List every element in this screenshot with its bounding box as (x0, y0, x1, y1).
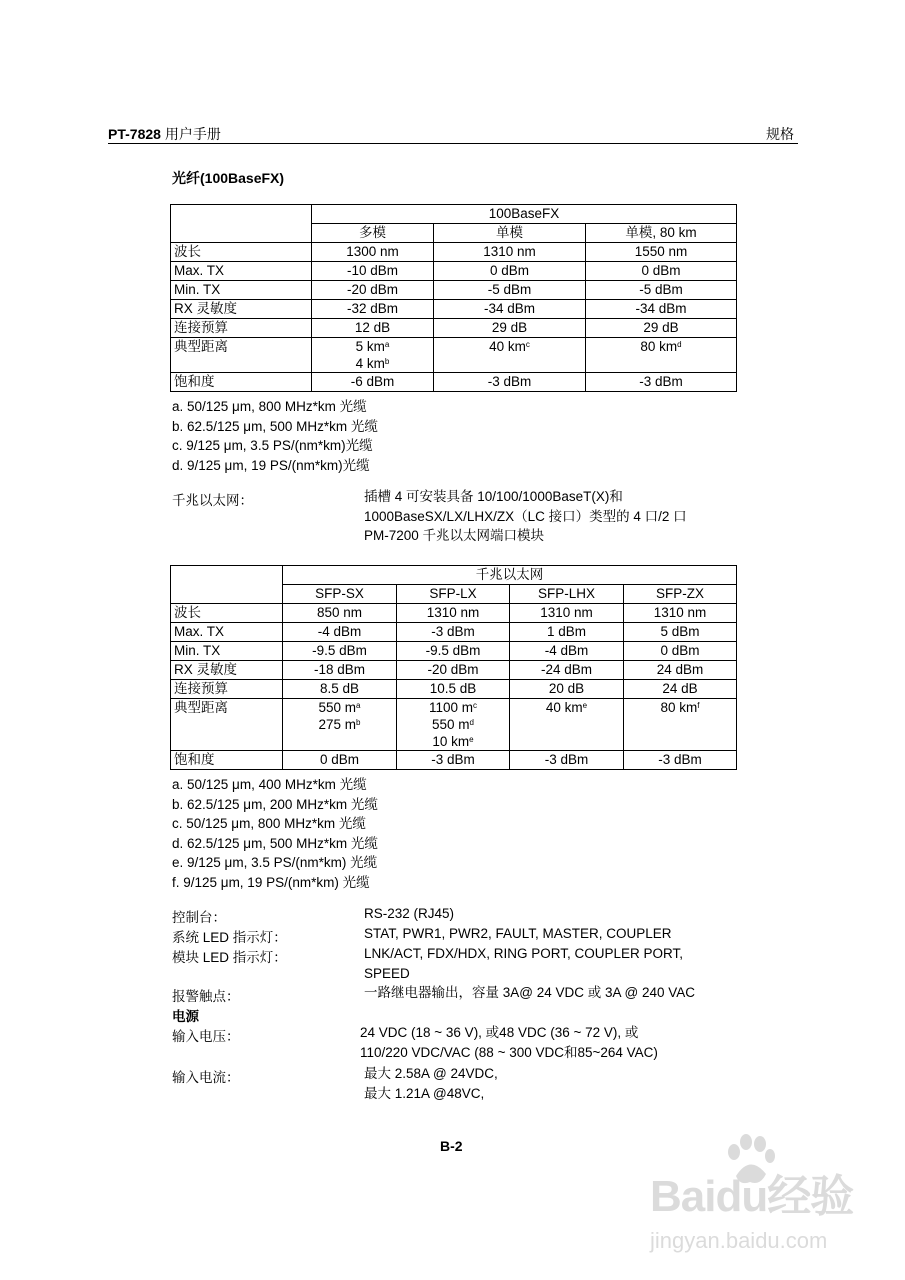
manual-title: 用户手册 (164, 126, 221, 142)
input-current-label: 输入电流： (172, 1070, 240, 1085)
table-row (171, 281, 737, 300)
watermark-url: jingyan.baidu.com (650, 1228, 828, 1253)
table-cell: 24 dB (624, 680, 737, 699)
power-section-title: 电源 (172, 1009, 199, 1024)
distance-value: 1100 $m^c$ (428, 700, 478, 715)
footnote-marker: b (384, 357, 390, 366)
row-label: Max. TX (171, 262, 312, 281)
table-cell: 29 dB (434, 319, 586, 338)
table-cell: 0 dBm (283, 751, 397, 770)
table-row (171, 699, 737, 751)
row-label: 连接预算 (171, 680, 283, 699)
table-row (171, 604, 737, 623)
footnote-marker: b (356, 718, 361, 727)
alarm-contact-value: 一路继电器输出，容量 3A@ 24 VDC 或 3A @ 240 VAC (364, 985, 695, 1000)
table-cell: 0 dBm (624, 642, 737, 661)
footnote: c. 9/125 μm, 3.5 PS/(nm*km)光缆 (172, 438, 373, 453)
row-label: RX 灵敏度 (171, 300, 312, 319)
column-header: SFP-LX (397, 585, 510, 604)
table-cell: -34 dBm (586, 300, 737, 319)
footnote: d. 62.5/125 μm, 500 MHz*km 光缆 (172, 835, 378, 851)
footnote: b. 62.5/125 μm, 200 MHz*km 光缆 (172, 796, 378, 812)
column-header: SFP-SX (283, 585, 397, 604)
product-name: PT-7828 (108, 126, 161, 142)
section-title-cn: 光纤 (172, 170, 200, 186)
system-led-value: STAT, PWR1, PWR2, FAULT, MASTER, COUPLER (364, 926, 672, 941)
row-label: 饱和度 (171, 373, 312, 392)
value-line: 最大 2.58A @ 24VDC, (364, 1066, 498, 1081)
table-group-header: 100BaseFX (312, 205, 737, 224)
table-cell: 8.5 dB (283, 680, 397, 699)
footnote-marker: a (384, 340, 390, 349)
column-header: 多模 (312, 224, 434, 243)
input-voltage-label: 输入电压： (172, 1029, 240, 1044)
row-label: 波长 (171, 243, 312, 262)
table-cell: -32 dBm (312, 300, 434, 319)
table-cell: -9.5 dBm (283, 642, 397, 661)
table-cell: 1 dBm (510, 623, 624, 642)
table-cell: -6 dBm (312, 373, 434, 392)
table-cell (624, 699, 737, 751)
row-label: Max. TX (171, 623, 283, 642)
row-label: 波长 (171, 604, 283, 623)
row-label: RX 灵敏度 (171, 661, 283, 680)
table-row (171, 642, 737, 661)
table-cell: -3 dBm (586, 373, 737, 392)
console-value: RS-232 (RJ45) (364, 906, 455, 921)
running-header-section: 规格 (766, 126, 794, 142)
distance-value: 40 $km^e$ (545, 700, 588, 715)
table-cell: 0 dBm (586, 262, 737, 281)
column-header: SFP-LHX (510, 585, 624, 604)
baidu-watermark (640, 1140, 890, 1270)
table-row (171, 319, 737, 338)
table-cell: 1310 nm (624, 604, 737, 623)
table-cell: -18 dBm (283, 661, 397, 680)
table-row (171, 566, 737, 585)
row-label: Min. TX (171, 642, 283, 661)
table-cell: -5 dBm (586, 281, 737, 300)
value-line: 24 VDC (18 ~ 36 V), 或48 VDC (36 ~ 72 V), 或 (360, 1025, 639, 1040)
table-cell: -5 dBm (434, 281, 586, 300)
description-line: 1000BaseSX/LX/LHX/ZX（LC 接口）类型的 4 口/2 口 (364, 508, 687, 524)
value-line: 110/220 VDC/VAC (88 ~ 300 VDC和85~264 VAC) (360, 1044, 658, 1060)
distance-value: 5 $km^a$ (355, 339, 390, 354)
table-row (171, 205, 737, 224)
gigabit-label: 千兆以太网： (172, 493, 253, 508)
table-cell: 1310 nm (434, 243, 586, 262)
table-cell: -34 dBm (434, 300, 586, 319)
footnote-marker: f (697, 701, 700, 710)
table-row (171, 243, 737, 262)
distance-value: 4 $km^b$ (355, 356, 390, 371)
alarm-contact-label: 报警触点： (172, 989, 240, 1004)
footnote-marker: e (469, 735, 474, 744)
table-cell: -20 dBm (397, 661, 510, 680)
module-led-label: 模块 LED 指示灯： (172, 950, 287, 965)
table-cell (510, 699, 624, 751)
table-cell: -3 dBm (397, 623, 510, 642)
table-cell: 850 nm (283, 604, 397, 623)
table-row (171, 338, 737, 373)
fx-footnotes (172, 397, 378, 475)
distance-value: 80 $km^d$ (640, 339, 682, 354)
table-cell: -4 dBm (510, 642, 624, 661)
table-cell: 0 dBm (434, 262, 586, 281)
table-cell: -24 dBm (510, 661, 624, 680)
table-row (171, 661, 737, 680)
table-cell: 24 dBm (624, 661, 737, 680)
value-line: LNK/ACT, FDX/HDX, RING PORT, COUPLER PORT, (364, 946, 684, 961)
fx-spec-table (170, 204, 737, 392)
footnote-marker: a (356, 701, 361, 710)
distance-value: 550 $m^d$ (432, 717, 474, 732)
footnote: f. 9/125 μm, 19 PS/(nm*km) 光缆 (172, 874, 370, 890)
table-cell (312, 338, 434, 373)
page-number: B-2 (440, 1138, 463, 1154)
system-led-label: 系统 LED 指示灯： (172, 930, 287, 945)
table-cell: 1550 nm (586, 243, 737, 262)
footnote-marker: d (677, 340, 682, 349)
table-corner (171, 566, 283, 604)
distance-value: 10 $km^e$ (432, 734, 474, 749)
footnote: a. 50/125 μm, 800 MHz*km 光缆 (172, 399, 367, 414)
table-cell (586, 338, 737, 373)
section-title-en: (100BaseFX) (200, 170, 285, 186)
table-row (171, 300, 737, 319)
table-cell (434, 338, 586, 373)
table-cell: 29 dB (586, 319, 737, 338)
distance-value: 275 $m^b$ (318, 717, 361, 732)
row-label: 连接预算 (171, 319, 312, 338)
distance-value: 40 $km^c$ (489, 339, 530, 354)
running-header-title (108, 124, 221, 144)
table-group-header: 千兆以太网 (283, 566, 737, 585)
distance-value: 80 $km^f$ (660, 700, 700, 715)
table-cell: 1300 nm (312, 243, 434, 262)
footnote-marker: d (469, 718, 474, 727)
footnote-marker: e (582, 701, 588, 710)
module-led-value (364, 944, 683, 983)
input-voltage-value (360, 1023, 658, 1062)
table-row (171, 680, 737, 699)
row-label: Min. TX (171, 281, 312, 300)
distance-value: 550 $m^a$ (318, 700, 361, 715)
table-cell: -3 dBm (434, 373, 586, 392)
table-cell: 20 dB (510, 680, 624, 699)
table-corner (171, 205, 312, 243)
value-line: SPEED (364, 965, 410, 981)
table-cell: -3 dBm (397, 751, 510, 770)
gigabit-description (364, 487, 687, 546)
sfp-footnotes (172, 775, 378, 892)
table-cell (397, 699, 510, 751)
description-line: 插槽 4 可安装具备 10/100/1000BaseT(X)和 (364, 489, 623, 504)
table-row (171, 751, 737, 770)
description-line: PM-7200 千兆以太网端口模块 (364, 528, 545, 543)
footnote-marker: c (525, 340, 530, 349)
table-cell: -9.5 dBm (397, 642, 510, 661)
section-title (172, 168, 284, 188)
table-cell: -4 dBm (283, 623, 397, 642)
table-cell: -3 dBm (510, 751, 624, 770)
table-cell: -10 dBm (312, 262, 434, 281)
watermark-brand: Baidu经验 (650, 1172, 854, 1221)
footnote: a. 50/125 μm, 400 MHz*km 光缆 (172, 777, 367, 792)
table-cell (283, 699, 397, 751)
footnote: b. 62.5/125 μm, 500 MHz*km 光缆 (172, 418, 378, 434)
table-cell: 1310 nm (397, 604, 510, 623)
footnote: c. 50/125 μm, 800 MHz*km 光缆 (172, 816, 366, 831)
row-label: 典型距离 (171, 699, 283, 751)
footnote: e. 9/125 μm, 3.5 PS/(nm*km) 光缆 (172, 855, 378, 870)
footnote-marker: c (473, 701, 478, 710)
value-line: 最大 1.21A @48VC, (364, 1085, 485, 1101)
table-cell: 12 dB (312, 319, 434, 338)
header-divider (108, 143, 798, 144)
console-label: 控制台： (172, 910, 226, 925)
table-cell: 1310 nm (510, 604, 624, 623)
column-header: 单模, 80 km (586, 224, 737, 243)
row-label: 典型距离 (171, 338, 312, 373)
table-cell: 10.5 dB (397, 680, 510, 699)
table-row (171, 373, 737, 392)
table-row (171, 623, 737, 642)
row-label: 饱和度 (171, 751, 283, 770)
table-row (171, 262, 737, 281)
sfp-spec-table (170, 565, 737, 770)
footnote: d. 9/125 μm, 19 PS/(nm*km)光缆 (172, 457, 370, 473)
input-current-value (364, 1064, 498, 1103)
column-header: SFP-ZX (624, 585, 737, 604)
table-cell: -3 dBm (624, 751, 737, 770)
table-cell: 5 dBm (624, 623, 737, 642)
column-header: 单模 (434, 224, 586, 243)
table-cell: -20 dBm (312, 281, 434, 300)
